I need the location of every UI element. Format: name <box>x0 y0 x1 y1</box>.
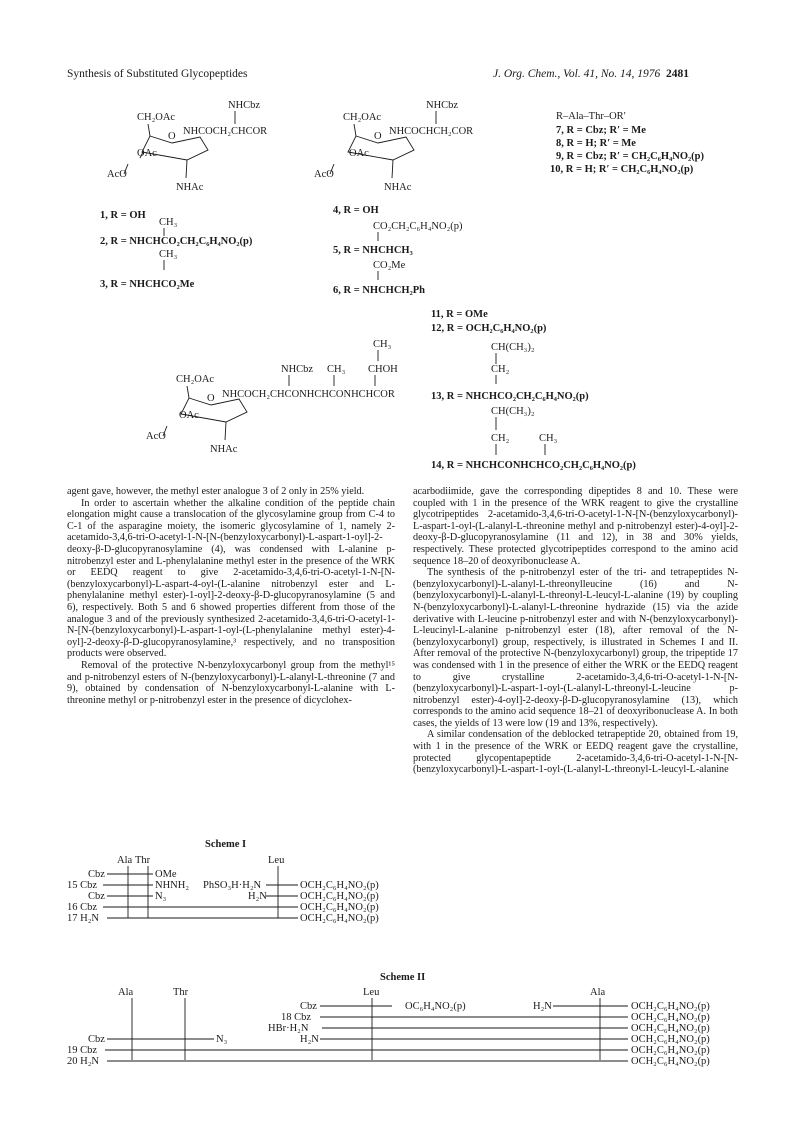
s11-ch3-top: CH₃ <box>373 339 392 350</box>
scheme2-r1-h2n: H₂N <box>533 1001 552 1012</box>
s4-ch2oac: CH₂OAc <box>343 112 382 123</box>
scheme2-r6-right: OCH₂C₆H₄NO₂(p) <box>631 1056 710 1067</box>
s4-aco: AcO <box>314 169 334 180</box>
s1-ch3b: CH₃ <box>159 249 178 260</box>
s11-ch-ch3-2a: CH(CH₃)₂ <box>491 342 535 353</box>
scheme2-r2-right: OCH₂C₆H₄NO₂(p) <box>631 1012 710 1023</box>
s4-nhac: NHAc <box>384 182 412 193</box>
left-paragraph: In order to ascertain whether the alkaline condition of the peptide chain elongation might cause a translocation of the glycosylamine group from C-4 to C-1 of the asparagine moiety, the isomeric glycosylamine of 1, namely 2-acetamido-3,4,6-tri-O-acetyl-1-N-[N-(benzyloxycarbonyl)-L-aspart-1-oyl]-2-deoxy-β-D-glucopyranosylamine (4), was condensed with L-alanine p-nitrobenzyl ester and L-phenylalanine methyl ester in the presence of the WRK or EEDQ reagent to give 2-acetamido-3,4,6-tri-O-acetyl-1-N-[N-(benzyloxycarbonyl)-L-aspart-4-oyl-(L-alanine nitrobenzyl ester and L-phenylalanine methyl ester)-1-oyl]-2-deoxy-β-D-glucopyranosylamine (5 and 6), respectively. Both 5 and 6 showed properties different from those of the analogue 3 and of the previously synthesized 2-acetamido-3,4,6-tri-O-acetyl-1-N-[N-(benzyloxycarbonyl)-L-aspart-1-oyl-(L-phenylalanine methyl ester)-4-oyl]-2-deoxy-β-D-glucopyranosylamine,³ respectively, and no transposition products were observed. <box>67 497 395 660</box>
page-number: 2481 <box>666 68 690 80</box>
scheme1-r3-right: OCH₂C₆H₄NO₂(p) <box>300 891 379 902</box>
s11-ch2a: CH₂ <box>491 364 510 375</box>
scheme-2 <box>67 972 710 1067</box>
left-paragraph: agent gave, however, the methyl ester analogue 3 of 2 only in 25% yield. <box>67 486 365 497</box>
s11-r13: 13, R = NHCHCO₂CH₂C₆H₄NO₂(p) <box>431 391 589 402</box>
scheme2-r1-mid: OC₆H₄NO₂(p) <box>405 1001 466 1012</box>
scheme1-r2-right: OCH₂C₆H₄NO₂(p) <box>300 880 379 891</box>
scheme1-r1-mid: OMe <box>155 869 177 880</box>
s4-r5: 5, R = NHCHCH₃ <box>333 245 413 256</box>
scheme1-r3-reag: H₂N <box>248 891 267 902</box>
s1-oac: OAc <box>137 148 157 159</box>
s11-ring-oxygen: O <box>207 393 215 404</box>
scheme2-r4-n3: N₃ <box>216 1034 228 1045</box>
s4-r4: 4, R = OH <box>333 205 379 216</box>
s11-nhac: NHAc <box>210 444 238 455</box>
s4-sub6: CO₂Me <box>373 260 406 271</box>
scheme1-r2-mid: NHNH₂ <box>155 880 189 891</box>
structure-1-3 <box>100 100 267 290</box>
scheme2-r1-cbz: Cbz <box>300 1001 317 1012</box>
left-column <box>67 486 395 706</box>
s1-aco: AcO <box>107 169 127 180</box>
s11-aco: AcO <box>146 431 166 442</box>
s4-oac: OAc <box>349 148 369 159</box>
s7-formula: R–Ala–Thr–OR′ <box>556 111 626 122</box>
scheme2-leu: Leu <box>363 987 380 998</box>
scheme1-leu: Leu <box>268 855 285 866</box>
scheme1-title: Scheme I <box>205 839 247 850</box>
structure-11-14 <box>146 309 636 471</box>
scheme1-r5-left: 17 H₂N <box>67 913 99 924</box>
scheme1-thr: Thr <box>135 855 151 866</box>
s4-sub5: CO₂CH₂C₆H₄NO₂(p) <box>373 221 463 232</box>
s11-ch3-mid: CH₃ <box>327 364 346 375</box>
structure-4-6 <box>314 100 473 296</box>
scheme1-ala: Ala <box>117 855 133 866</box>
structure-7-10 <box>550 111 704 175</box>
running-header-title: Synthesis of Substituted Glycopeptides <box>67 68 248 80</box>
s1-ring-oxygen: O <box>168 131 176 142</box>
right-paragraph: acarbodiimide, gave the corresponding dipeptides 8 and 10. These were coupled with 1 in the presence of the WRK reagent to give the crystalline glycotripeptides 2-acetamido-3,4,6-tri-O-acetyl-1-N-[N-(benzyloxycarbonyl)-L-aspart-1-oyl-(L-alanyl-L-threonine methyl and p-nitrobenzyl ester)-4-oyl]-2-deoxy-β-D-glucopyranosylamine (11 and 12), in 38 and 30% yields, respectively. These protected glycotripeptides correspond to the amino acid sequence 18–20 of deoxyribonuclease A. <box>413 486 738 567</box>
s4-r6: 6, R = NHCHCH₂Ph <box>333 285 425 296</box>
scheme2-r5-left: 19 Cbz <box>67 1045 98 1056</box>
scheme2-r3-left: HBr·H₂N <box>268 1023 309 1034</box>
s1-r2: 2, R = NHCHCO₂CH₂C₆H₄NO₂(p) <box>100 236 253 247</box>
right-paragraph: The synthesis of the p-nitrobenzyl ester of the tri- and tetrapeptides N-(benzyloxycarbonyl)-L-alanyl-L-threonylleucine (16) and N-(benzyloxycarbonyl)-L-alanyl-L-threonyl-L-leucyl-L-alanine (19) by coupling N-(benzyloxycarbonyl)-L-alanyl-L-threonine hydrazide (15) via the azide derivative with L-leucine p-nitrobenzyl ester and with N-(benzyloxycarbonyl)-L-leucinyl-L-alanine p-nitrobenzyl ester (18), after removal of the N-(benzyloxycarbonyl) group, respectively, is illustrated in Schemes I and II. After removal of the protective N-(benzyloxycarbonyl) group, the tripeptide 17 was condensed with 1 in the presence of either the WRK or the EEDQ reagent to give crystalline 2-acetamido-3,4,6-tri-O-acetyl-1-N-[N-(benzyloxycarbonyl)-L-aspart-1-oyl-(L-alanyl-L-threonyl-L-leucine p-nitrobenzyl ester)-4-oyl]-2-deoxy-β-D-glucopyranosylamine (13), which corresponds to the amino acid sequence 18–21 of deoxyribonuclease A. In both cases, the yields of 13 were low (19 and 13%, respectively). <box>413 567 738 729</box>
s1-chain: NHCOCH₂CHCOR <box>183 126 268 137</box>
s11-ch2oac: CH₂OAc <box>176 374 215 385</box>
right-paragraph: A similar condensation of the deblocked tetrapeptide 20, obtained from 19, with 1 in the presence of the WRK or EEDQ reagent gave the crystalline, protected glycopentapeptide 2-acetamido-3,4,6-tri-O-acetyl-1-N-[N-(benzyloxycarbonyl)-L-aspart-1-oyl-(L-alanyl-L-threonyl-L-leucyl-L-alanine <box>413 729 738 776</box>
scheme2-title: Scheme II <box>380 972 426 983</box>
scheme1-r1-left: Cbz <box>88 869 105 880</box>
s11-nhcbz: NHCbz <box>281 364 314 375</box>
s1-r1: 1, R = OH <box>100 210 146 221</box>
s11-chain: NHCOCH₂CHCONHCHCONHCHCOR <box>222 389 395 400</box>
scheme1-r4-right: OCH₂C₆H₄NO₂(p) <box>300 902 379 913</box>
s11-choh: CHOH <box>368 364 398 375</box>
scheme-1 <box>67 839 379 924</box>
scheme2-r5-right: OCH₂C₆H₄NO₂(p) <box>631 1045 710 1056</box>
scheme2-ala1: Ala <box>118 987 134 998</box>
scheme2-r3-right: OCH₂C₆H₄NO₂(p) <box>631 1023 710 1034</box>
scheme2-r4-h2n: H₂N <box>300 1034 319 1045</box>
scheme2-r4-cbz: Cbz <box>88 1034 105 1045</box>
journal-name: J. Org. Chem., Vol. 41, No. 14, 1976 <box>493 68 661 80</box>
s7-l10: 10, R = H; R′ = CH₂C₆H₄NO₂(p) <box>550 164 694 175</box>
s7-l8: 8, R = H; R′ = Me <box>556 138 636 149</box>
scheme1-r2-left: 15 Cbz <box>67 880 98 891</box>
right-column <box>413 486 738 776</box>
scheme2-ala2: Ala <box>590 987 606 998</box>
s11-ch-ch3-2b: CH(CH₃)₂ <box>491 406 535 417</box>
s4-chain: NHCOCHCH₂COR <box>389 126 474 137</box>
s1-ch3a: CH₃ <box>159 217 178 228</box>
scheme2-r2-left: 18 Cbz <box>281 1012 312 1023</box>
s1-nhcbz: NHCbz <box>228 100 261 111</box>
s1-r3: 3, R = NHCHCO₂Me <box>100 279 195 290</box>
scheme2-r4-right: OCH₂C₆H₄NO₂(p) <box>631 1034 710 1045</box>
scheme2-thr: Thr <box>173 987 189 998</box>
scheme2-r1-right: OCH₂C₆H₄NO₂(p) <box>631 1001 710 1012</box>
scheme2-r6-left: 20 H₂N <box>67 1056 99 1067</box>
s11-r11: 11, R = OMe <box>431 309 488 320</box>
scheme1-r4-left: 16 Cbz <box>67 902 98 913</box>
s1-nhac: NHAc <box>176 182 204 193</box>
s4-nhcbz: NHCbz <box>426 100 459 111</box>
s7-l7: 7, R = Cbz; R′ = Me <box>556 125 646 136</box>
s11-r14: 14, R = NHCHCONHCHCO₂CH₂C₆H₄NO₂(p) <box>431 460 636 471</box>
s11-ch2b: CH₂ <box>491 433 510 444</box>
left-paragraph: Removal of the protective N-benzyloxycarbonyl group from the methyl¹⁵ and p-nitrobenzyl esters of N-(benzyloxycarbonyl)-L-alanyl-L-threonine (7 and 9), obtained by condensation of N-benzyloxycarbonyl-L-alanine with L-threonine methyl or p-nitrobenzyl ester in the presence of dicyclohex- <box>67 659 395 706</box>
s11-oac: OAc <box>179 410 199 421</box>
scheme1-r3-mid: N₃ <box>155 891 167 902</box>
s11-r12: 12, R = OCH₂C₆H₄NO₂(p) <box>431 323 547 334</box>
s11-ch3b: CH₃ <box>539 433 558 444</box>
scheme1-r5-right: OCH₂C₆H₄NO₂(p) <box>300 913 379 924</box>
s1-ch2oac: CH₂OAc <box>137 112 176 123</box>
scheme1-r2-reag: PhSO₃H·H₂N <box>203 880 262 891</box>
scheme1-r3-left: Cbz <box>88 891 105 902</box>
s4-ring-oxygen: O <box>374 131 382 142</box>
s7-l9: 9, R = Cbz; R′ = CH₂C₆H₄NO₂(p) <box>556 151 704 162</box>
